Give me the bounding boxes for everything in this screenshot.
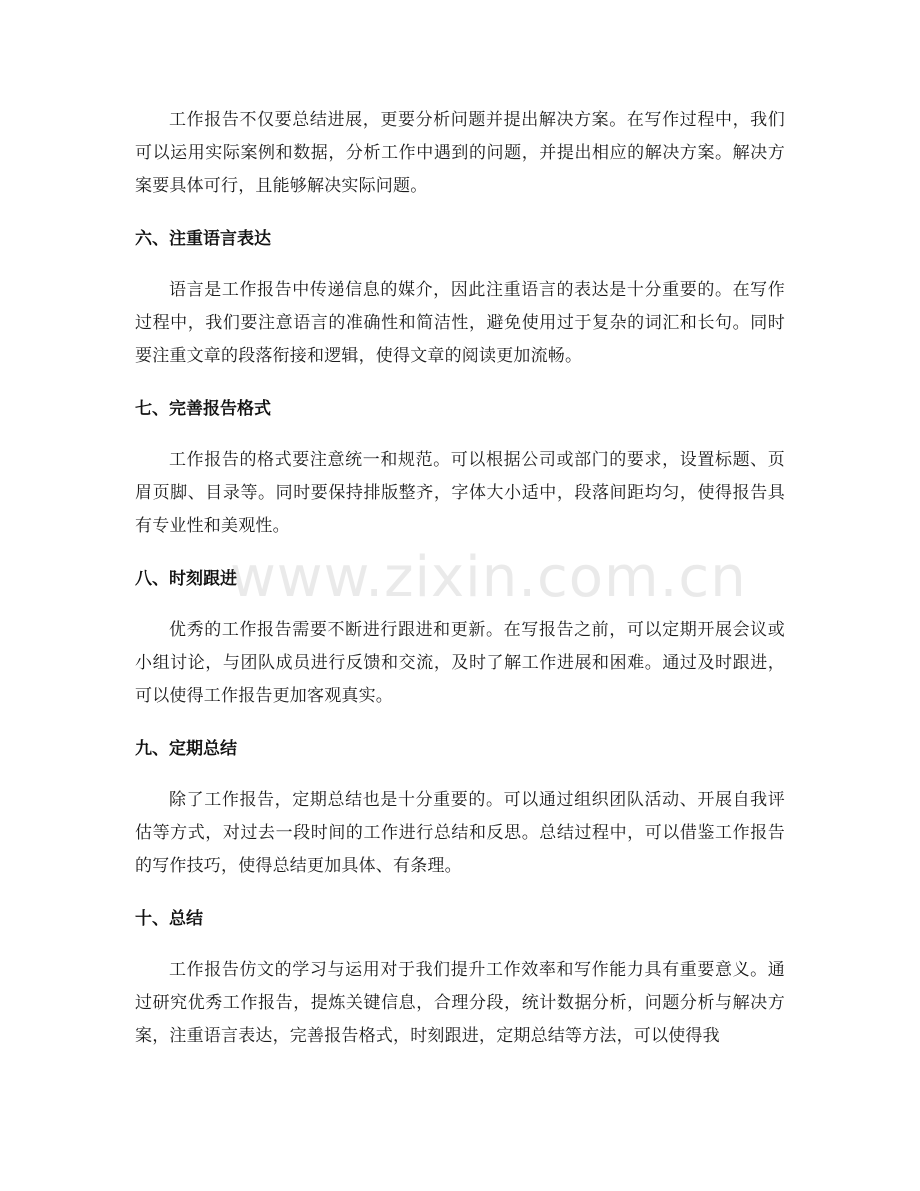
section-heading-6: 六、注重语言表达 [135, 229, 271, 249]
section-heading-8: 八、时刻跟进 [135, 569, 237, 589]
section-body-8: 优秀的工作报告需要不断进行跟进和更新。在写报告之前，可以定期开展会议或小组讨论，与团队成员进行反馈和交流，及时了解工作进展和困难。通过及时跟进，可以使得工作报告更加客观真实。 [135, 620, 785, 706]
section-body-6: 语言是工作报告中传递信息的媒介，因此注重语言的表达是十分重要的。在写作过程中，我们要注意语言的准确性和简洁性，避免使用过于复杂的词汇和长句。同时要注重文章的段落衔接和逻辑，使得文章的阅读更加流畅。 [135, 280, 785, 366]
section-heading-7: 七、完善报告格式 [135, 399, 271, 419]
watermark-text: www.zixin.com.cn [230, 545, 747, 610]
section-heading-10: 十、总结 [135, 909, 203, 929]
document-page [135, 104, 785, 1053]
section-body-9: 除了工作报告，定期总结也是十分重要的。可以通过组织团队活动、开展自我评估等方式，对过去一段时间的工作进行总结和反思。总结过程中，可以借鉴工作报告的写作技巧，使得总结更加具体、有条理。 [135, 790, 785, 876]
section-heading-9: 九、定期总结 [135, 739, 237, 759]
section-body-10: 工作报告仿文的学习与运用对于我们提升工作效率和写作能力具有重要意义。通过研究优秀工作报告，提炼关键信息，合理分段，统计数据分析，问题分析与解决方案，注重语言表达，完善报告格式，时刻跟进，定期总结等方法，可以使得我 [135, 960, 785, 1046]
intro-paragraph: 工作报告不仅要总结进展，更要分析问题并提出解决方案。在写作过程中，我们可以运用实际案例和数据，分析工作中遇到的问题，并提出相应的解决方案。解决方案要具体可行，且能够解决实际问题。 [135, 110, 785, 196]
section-body-7: 工作报告的格式要注意统一和规范。可以根据公司或部门的要求，设置标题、页眉页脚、目录等。同时要保持排版整齐，字体大小适中，段落间距均匀，使得报告具有专业性和美观性。 [135, 450, 785, 536]
